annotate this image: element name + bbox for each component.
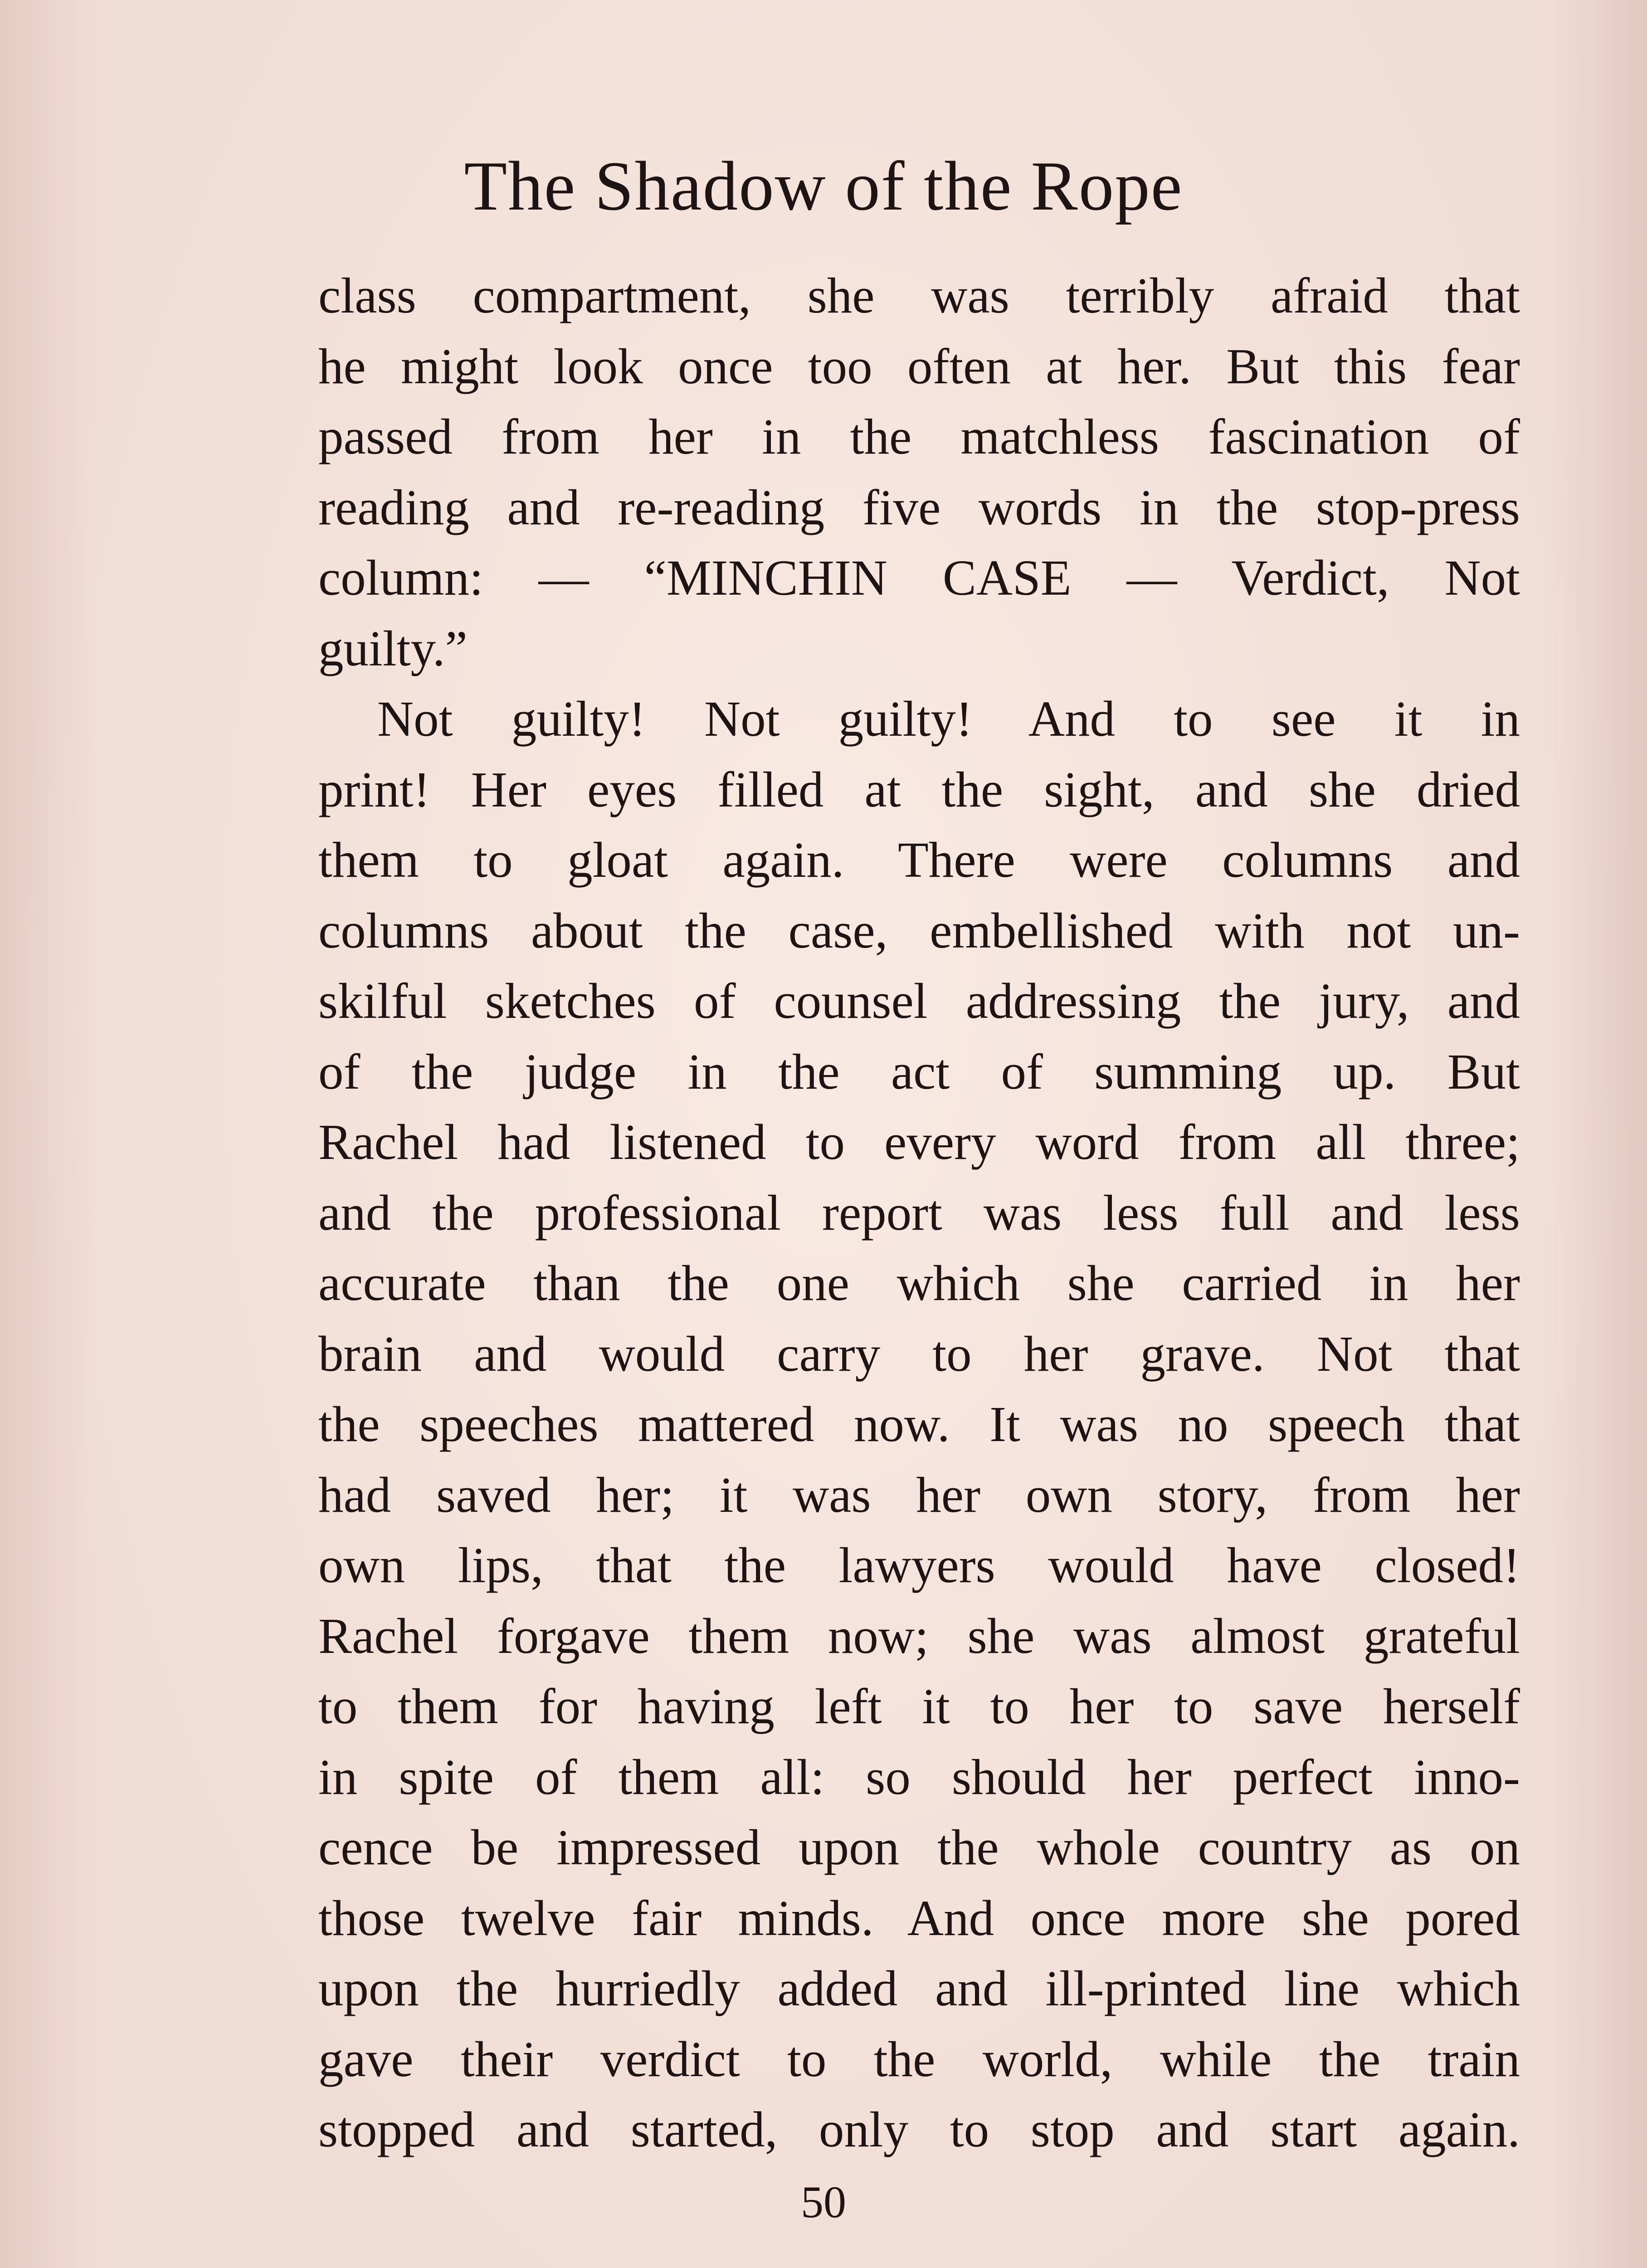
page-number: 50: [801, 2177, 846, 2227]
text-line: Rachel had listened to every word from all three;: [318, 1114, 1520, 1170]
text-line: cence be impressed upon the whole country as on: [318, 1820, 1520, 1876]
text-line: accurate than the one which she carried in her: [318, 1256, 1520, 1311]
text-line: those twelve fair minds. And once more she pored: [318, 1890, 1520, 1946]
text-line: and the professional report was less full and less: [318, 1185, 1520, 1241]
body-text: [318, 261, 1520, 2165]
text-line: skilful sketches of counsel addressing the jury, and: [318, 973, 1520, 1029]
text-line: of the judge in the act of summing up. But: [318, 1044, 1520, 1100]
text-line: in spite of them all: so should her perfect inno-: [318, 1749, 1520, 1805]
text-line: own lips, that the lawyers would have closed!: [318, 1538, 1520, 1593]
text-line: upon the hurriedly added and ill-printed line which: [318, 1961, 1520, 2017]
text-line: print! Her eyes filled at the sight, and she dried: [318, 762, 1520, 818]
text-line: columns about the case, embellished with not un-: [318, 903, 1520, 959]
text-line: gave their verdict to the world, while the train: [318, 2031, 1520, 2087]
text-line: column: — “MINCHIN CASE — Verdict, Not: [318, 550, 1520, 606]
text-line: the speeches mattered now. It was no speech that: [318, 1397, 1520, 1452]
text-line: reading and re-reading five words in the stop-press: [318, 479, 1520, 536]
text-line: class compartment, she was terribly afraid that: [318, 268, 1520, 324]
text-line: to them for having left it to her to save herself: [318, 1679, 1520, 1735]
text-line: them to gloat again. There were columns and: [318, 832, 1520, 888]
text-line: brain and would carry to her grave. Not that: [318, 1326, 1520, 1382]
text-line: had saved her; it was her own story, from her: [318, 1467, 1520, 1523]
text-line: he might look once too often at her. But this fear: [318, 338, 1520, 395]
text-line: stopped and started, only to stop and start again.: [318, 2102, 1520, 2158]
text-line: Rachel forgave them now; she was almost grateful: [318, 1608, 1520, 1664]
text-line: passed from her in the matchless fascination of: [318, 409, 1520, 465]
text-line: Not guilty! Not guilty! And to see it in: [377, 691, 1520, 747]
text-line: guilty.”: [318, 621, 468, 677]
running-title: The Shadow of the Rope: [464, 147, 1183, 225]
